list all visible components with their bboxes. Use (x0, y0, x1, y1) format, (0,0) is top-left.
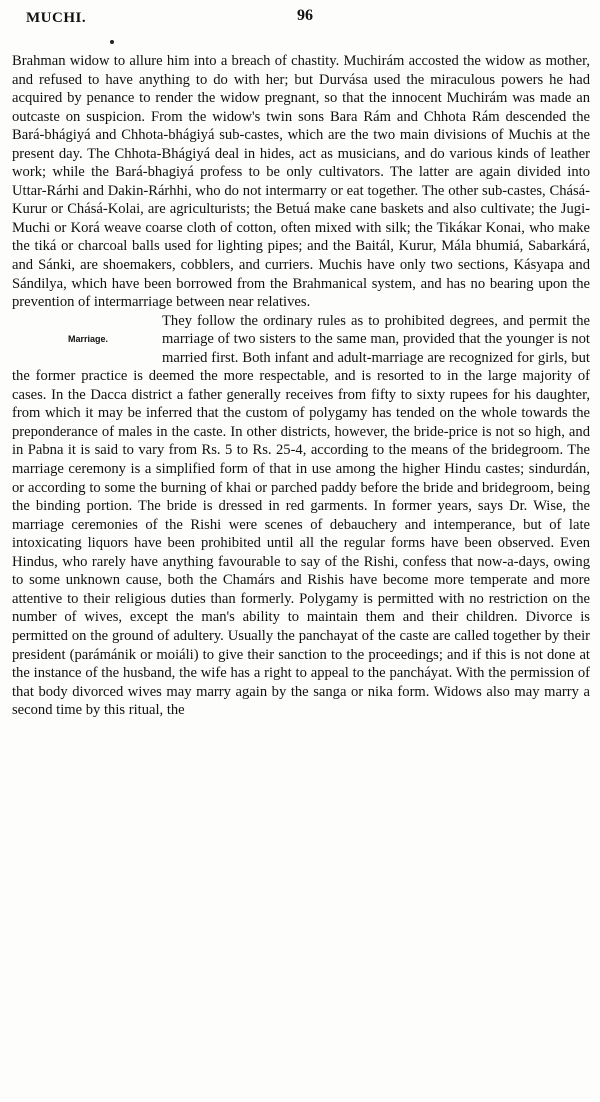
running-head: MUCHI. (26, 10, 87, 26)
body-text (12, 52, 590, 720)
paragraph-marriage: They follow the ordinary rules as to prohibited degrees, and permit the marriage of two sisters to the same man, provided that the younger is not married first. Both infant and adult-marriage are recognized for girls, but the former practice is deemed the more respectable, and is resorted to in the large majority of cases. In the Dacca district a father generally receives from fifty to sixty rupees for his daughter, from which it may be inferred that the custom of polygamy has tended on the whole towards the preponderance of males in the caste. In other districts, however, the bride-price is not so high, and in Pabna it is said to vary from Rs. 5 to Rs. 25-4, according to the means of the bridegroom. The marriage ceremony is a simplified form of that in use among the higher Hindu castes; sindurdán, or according to some the burning of khai or parched paddy before the bride and bridegroom, being the binding portion. The bride is dressed in red garments. In former years, says Dr. Wise, the marriage ceremonies of the Rishi were scenes of debauchery and intemperance, but of late intoxicating liquors have been prohibited until all the regular forms have been observed. Even Hindus, who rarely have anything favourable to say of the Rishi, confess that now-a-days, owing to some unknown cause, both the Chamárs and Rishis have become more temperate and more attentive to their religious duties than formerly. Polygamy is permitted with no restriction on the number of wives, except the man's ability to maintain them and their children. Divorce is permitted on the ground of adultery. Usually the panchayat of the caste are called together by their president (parámánik or moiáli) to give their sanction to the proceedings; and if this is not done at the instance of the husband, the wife has a right to appeal to the pancháyat. With the permission of that body divorced wives may marry again by the sanga or nika form. Widows also may marry a second time by this ritual, the (12, 312, 590, 719)
print-speck (110, 40, 114, 44)
marginal-note-marriage: Marriage. (68, 333, 109, 344)
page-header (12, 0, 590, 40)
paragraph-sub-castes: Brahman widow to allure him into a breach of chastity. Muchirám accosted the widow as mother, and refused to have anything to do with her; but Durvása used the miraculous powers he had acquired by penance to render the widow pregnant, so that the innocent Muchirám was made an outcaste on suspicion. From the widow's twin sons Bara Rám and Chhota Rám descended the Bará-bhágiyá and Chhota-bhágiyá sub-castes, which are the two main divisions of Muchis at the present day. The Chhota-Bhágiyá deal in hides, act as musicians, and do various kinds of leather work; while the Bará-bhagiyá profess to be only cultivators. The latter are again divided into Uttar-Rárhi and Dakin-Rárhhi, who do not intermarry or eat together. The other sub-castes, Chásá-Kurur or Chásá-Kolai, are agriculturists; the Betuá make cane baskets and also cultivate; the Jugi-Muchi or Korá weave coarse cloth of cotton, often mixed with silk; the Tikákar Konai, who make the tiká or charcoal balls used for lighting pipes; and the Baitál, Kurur, Mála bhumiá, Sabarkárá, and Sánki, are shoemakers, cobblers, and curriers. Muchis have only two sections, Kásyapa and Sándilya, which have been borrowed from the Brahmanical system, and has no bearing upon the prevention of intermarriage between near relatives. (12, 53, 590, 311)
page-number: 96 (297, 7, 313, 24)
